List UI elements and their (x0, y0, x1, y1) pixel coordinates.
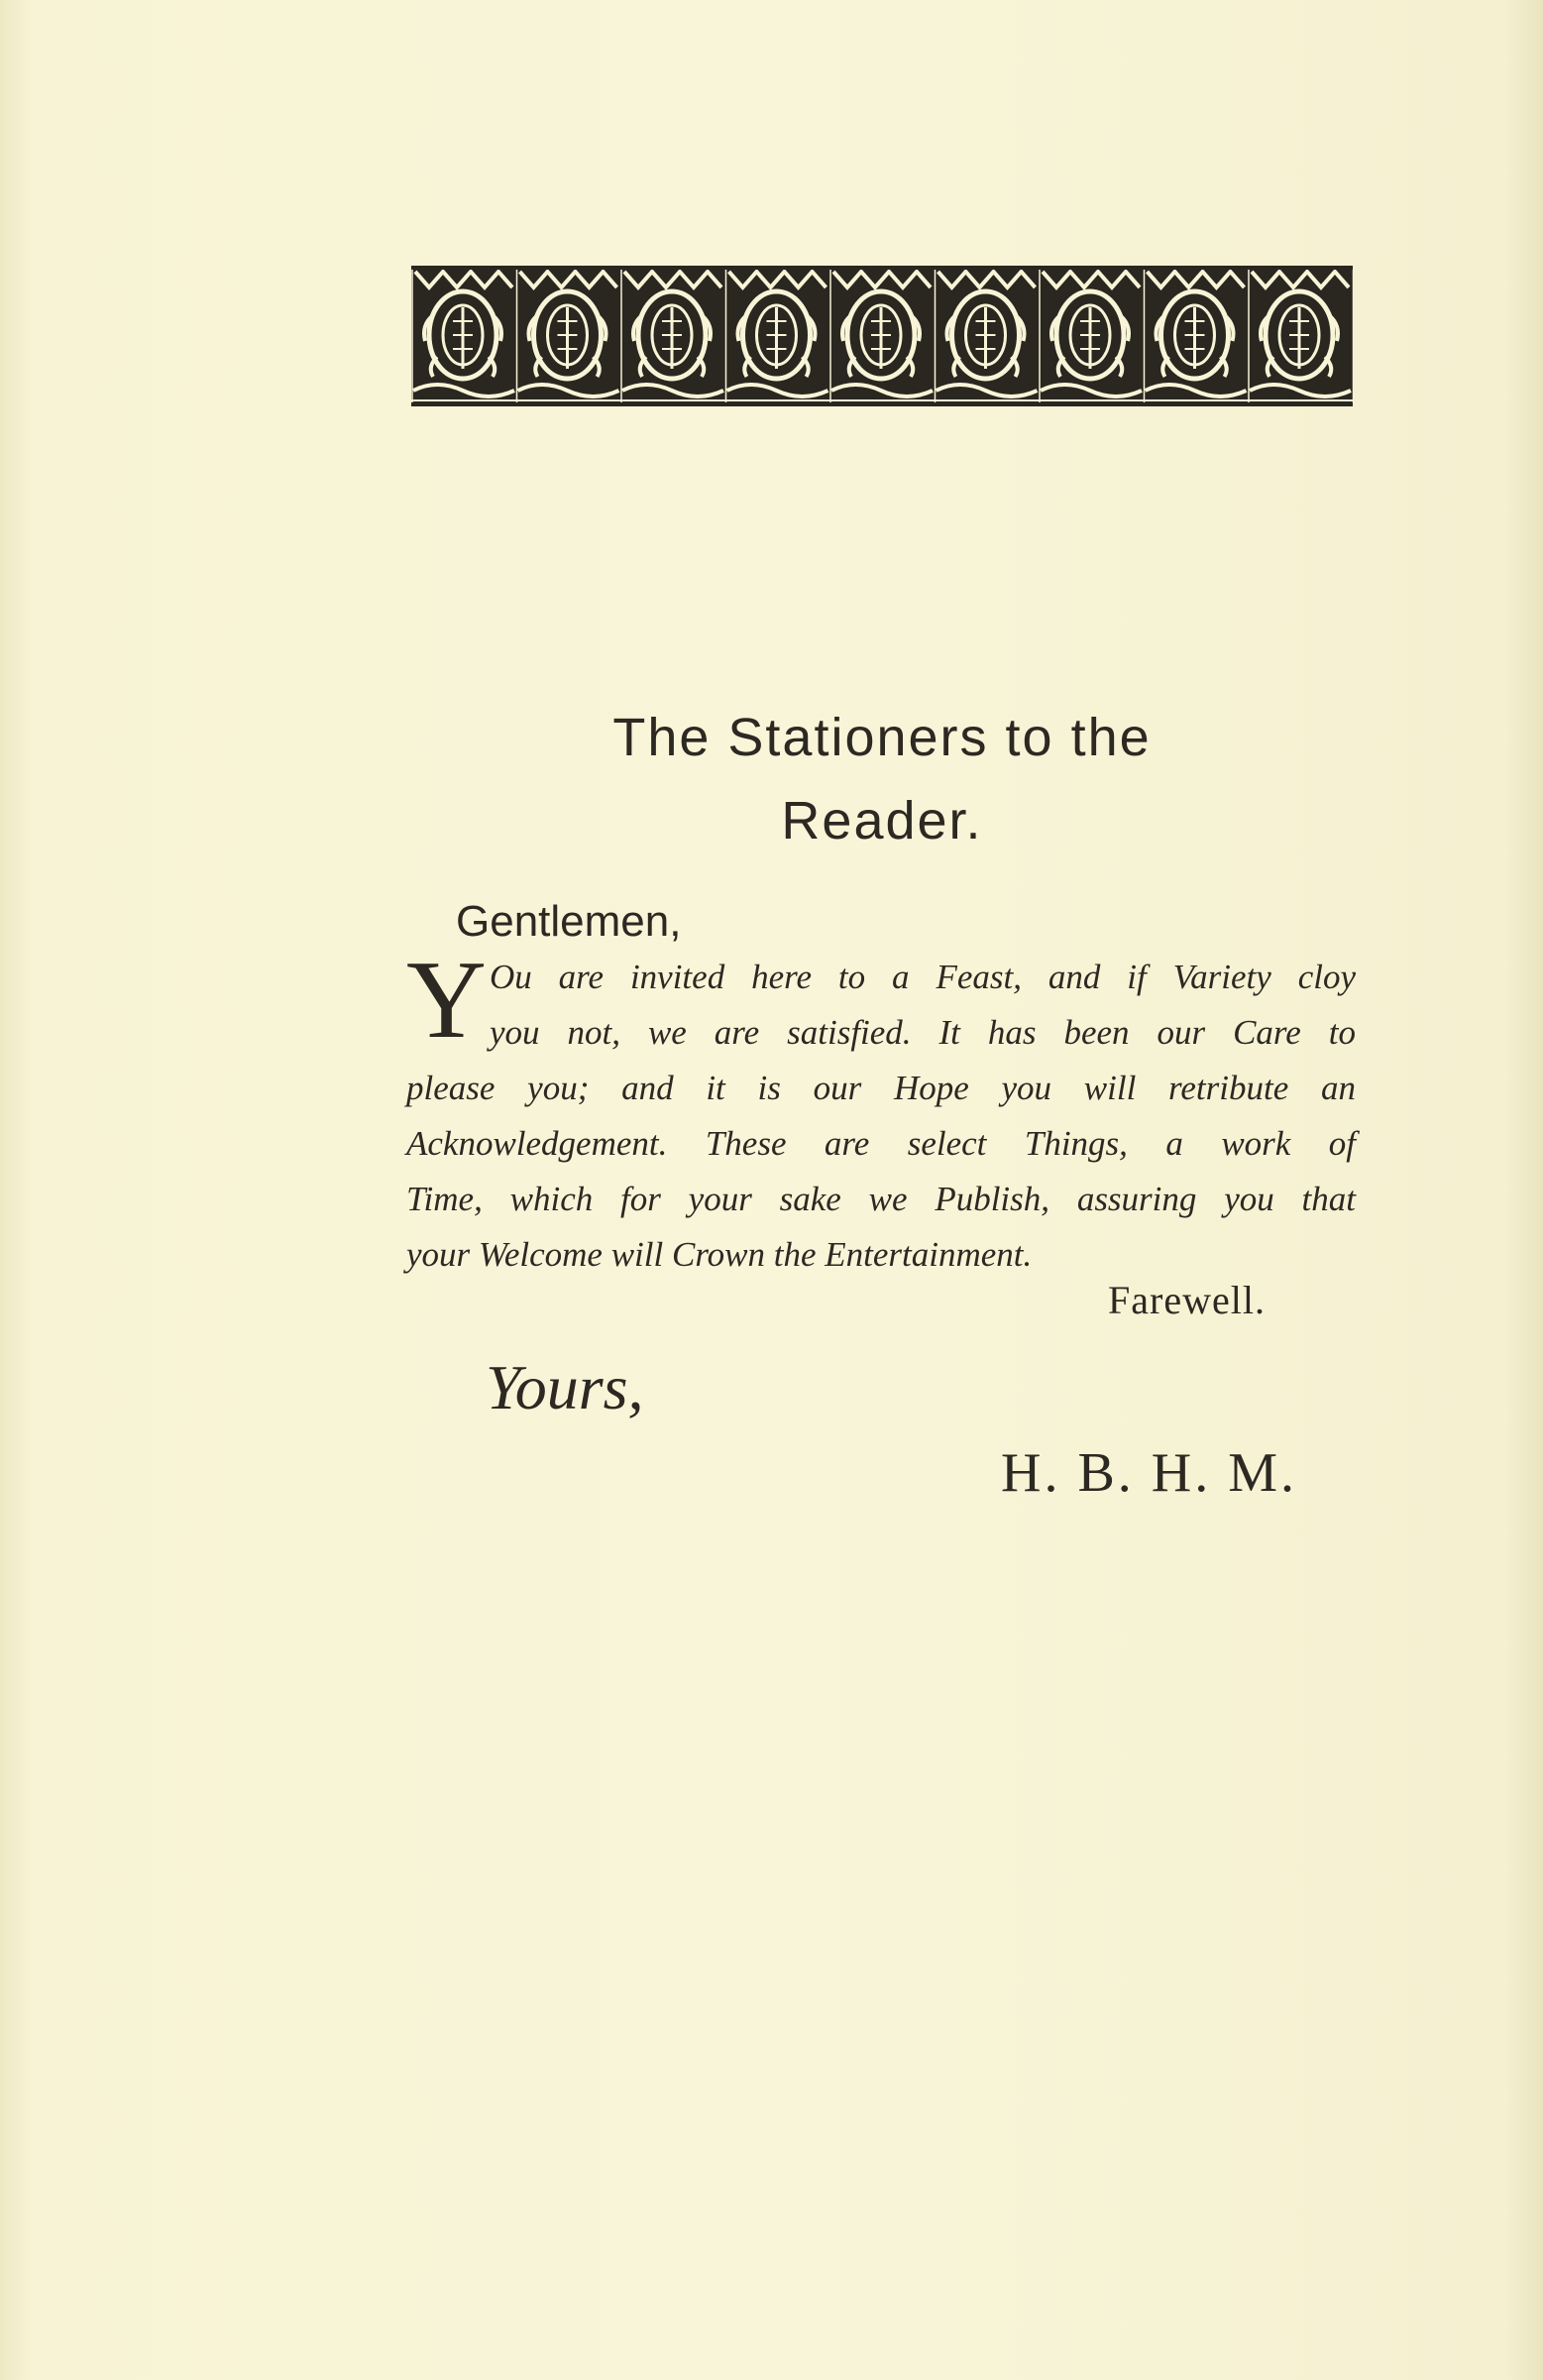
page-title (377, 696, 1387, 862)
title-line-1: The Stationers to the (612, 708, 1152, 767)
body-line-5: Time, which for your sake we Publish, assuring you that (406, 1180, 1356, 1218)
ornament-band-icon (411, 266, 1353, 406)
title-line-2: Reader. (781, 791, 983, 850)
body-line-4: Acknowledgement. These are select Things, a work of (406, 1124, 1356, 1163)
ornamental-headpiece (411, 266, 1353, 406)
body-paragraph (406, 950, 1356, 1283)
farewell: Farewell. (1108, 1278, 1266, 1322)
drop-cap: Y (406, 939, 487, 1062)
body-line-6: your Welcome will Crown the Entertainment. (406, 1235, 1033, 1274)
body-line-1: Ou are invited here to a Feast, and if Variety cloy (490, 958, 1356, 996)
body-line-3: please you; and it is our Hope you will retribute an (406, 1069, 1356, 1107)
salutation: Gentlemen, (456, 897, 682, 946)
signature-initials: H. B. H. M. (1001, 1442, 1298, 1504)
closing-yours: Yours, (486, 1352, 644, 1422)
body-line-2: you not, we are satisfied. It has been our Care to (490, 1013, 1356, 1052)
